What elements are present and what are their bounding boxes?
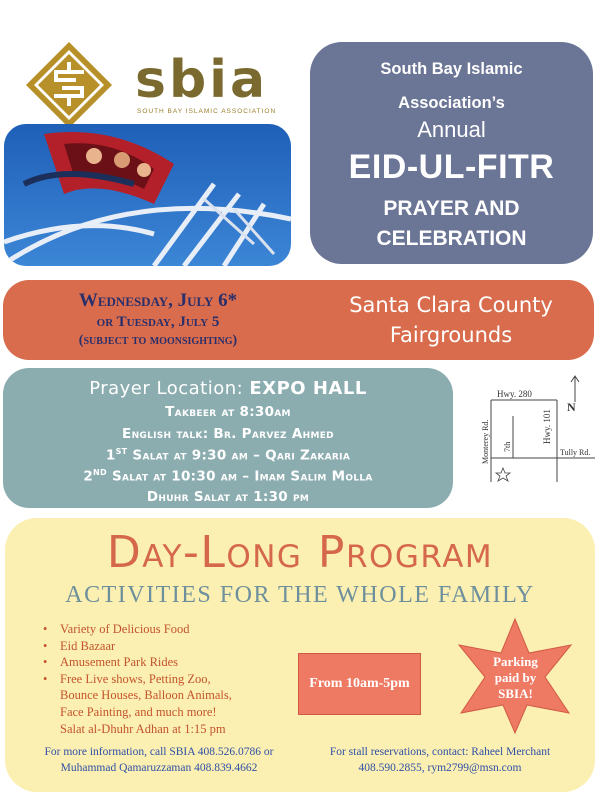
time-box: From 10am-5pm	[298, 653, 421, 715]
title-box	[310, 42, 593, 264]
list-item: • Variety of Delicious Food	[41, 621, 311, 638]
list-item-continuation: Face Painting, and much more!	[60, 704, 217, 719]
event-name: EID-UL-FITR	[348, 148, 555, 186]
location-map	[463, 372, 595, 492]
map-label-hwy101: Hwy. 101	[542, 409, 552, 444]
sbia-wordmark: sbia	[135, 50, 269, 110]
date-main: Wednesday, July 6*	[78, 290, 238, 311]
list-item: • Eid Bazaar	[41, 638, 311, 655]
stall-contact: For stall reservations, contact: Raheel Merchant 408.590.2855, rym2799@msn.com	[329, 746, 551, 774]
annual-label: Annual	[417, 117, 486, 142]
roller-coaster-photo	[4, 124, 291, 266]
organization-name: South Bay Islamic Association’s	[380, 60, 523, 112]
event-date	[23, 290, 293, 350]
north-arrow-label: N	[567, 400, 576, 414]
prayer-schedule	[3, 368, 453, 508]
info-contact: For more information, call SBIA 408.526.0786 or Muhammad Qamaruzzaman 408.839.4662	[44, 746, 274, 774]
program-title: Day-Long Program	[106, 527, 494, 578]
date-alternate: or Tuesday, July 5	[96, 314, 220, 330]
venue: Santa Clara County Fairgrounds	[349, 293, 553, 347]
sbia-logo-icon	[24, 40, 114, 130]
program-box	[5, 518, 595, 792]
list-item: • Free Live shows, Petting Zoo,	[41, 671, 311, 688]
dhuhr-salat: Dhuhr Salat at 1:30 pm	[146, 489, 310, 505]
prayer-location: Prayer Location: EXPO HALL	[89, 378, 367, 399]
second-salat: 2ND Salat at 10:30 am – Imam Salim Molla	[83, 468, 373, 485]
english-talk: English talk: Br. Parvez Ahmed	[122, 426, 334, 442]
first-salat: 1ST Salat at 9:30 am – Qari Zakaria	[105, 447, 351, 464]
takbeer-time: Takbeer at 8:30am	[165, 404, 291, 420]
list-item: • Amusement Park Rides	[41, 654, 311, 671]
event-subtitle: PRAYER AND CELEBRATION	[376, 197, 527, 250]
map-label-monterey: Monterey Rd.	[481, 419, 490, 464]
map-label-hwy280: Hwy. 280	[497, 389, 532, 399]
parking-note: Parking paid by SBIA!	[493, 654, 538, 701]
date-band	[3, 280, 594, 360]
map-label-7th: 7th	[503, 441, 512, 452]
program-subtitle: ACTIVITIES FOR THE WHOLE FAMILY	[65, 582, 535, 608]
activities-list	[41, 621, 311, 737]
list-item-continuation: Bounce Houses, Balloon Animals,	[60, 688, 232, 703]
list-item-continuation: Salat al-Dhuhr Adhan at 1:15 pm	[60, 721, 226, 736]
date-note: (subject to moonsighting)	[78, 333, 238, 348]
map-label-tully: Tully Rd.	[560, 448, 591, 457]
sbia-logo-subtitle: SOUTH BAY ISLAMIC ASSOCIATION	[137, 108, 277, 115]
